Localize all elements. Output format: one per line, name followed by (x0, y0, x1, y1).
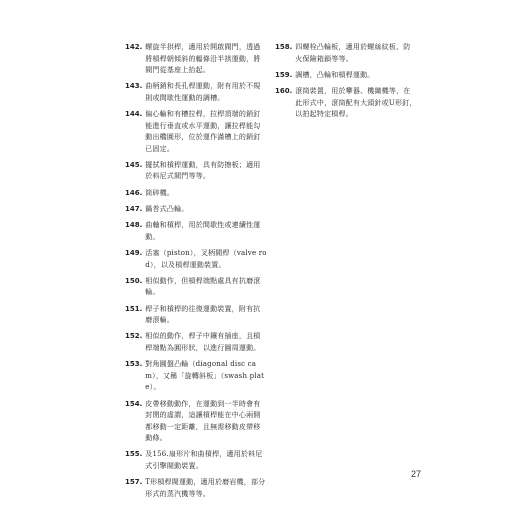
entry-text: 及156.扇形片和曲槓桿，適用於料尼式引擎閥動裝置。 (145, 450, 263, 470)
entry-text: 桿子和槓桿的往復運動裝置，附有抗磨滾輪。 (145, 304, 261, 325)
entry-number: 145. (125, 160, 143, 169)
entry-text: 筒碎機。 (145, 188, 175, 197)
entry-number: 147. (125, 204, 143, 213)
entry-159 (275, 70, 417, 82)
entry-number: 146. (125, 188, 143, 197)
entry-145 (125, 160, 267, 183)
entry-number: 155. (125, 450, 143, 459)
entry-number: 160. (275, 87, 293, 96)
entry-143 (125, 81, 267, 104)
entry-number: 152. (125, 332, 143, 341)
entry-157 (125, 477, 267, 500)
entry-number: 158. (275, 43, 293, 51)
entry-number: 142. (125, 43, 143, 51)
entry-text: 相似的動作，桿子中鑲有插座，且槓桿端點為圓形狀，以進行圓周運動。 (145, 332, 261, 352)
entry-158 (275, 42, 417, 65)
entry-152 (125, 331, 267, 354)
entry-text: 四螺栓凸輪板，適用於螺絲紋板、防火保險箱鎖等等。 (295, 43, 411, 63)
entry-text: 偏心輪和有槽拉桿，拉桿頂端的銷釘能進行垂直或水平運動，讓拉桿能勾動出橢圓形，位於運作滿槽上的銷釘已固定。 (145, 110, 261, 153)
entry-144 (125, 109, 267, 155)
entry-146 (125, 188, 267, 200)
entry-154 (125, 399, 267, 445)
entry-160 (275, 86, 417, 121)
entry-text: 曲軸和槓桿，用於間歇性或連續性運動。 (145, 221, 261, 241)
entry-147 (125, 204, 267, 216)
entry-text: 滾筒裝置，用於攀器、機織機等，在此形式中，滾筒配有大頭針或U形釘，以拍起特定槓桿。 (295, 87, 417, 119)
entry-text: 擺拭和槓桿運動，具有防擦板；適用於料尼式閥門等等。 (145, 160, 261, 181)
entry-142 (125, 42, 267, 77)
entry-number: 149. (125, 249, 143, 258)
entry-number: 150. (125, 276, 143, 285)
entry-text: 對角圓盤凸輪（diagonal disc cam），又稱「旋轉斜板」（swash plate）。 (145, 360, 265, 392)
entry-number: 143. (125, 82, 143, 91)
entry-text: T形槓桿閥運動，適用於磨岩機，部分形式的蒸汽機等等。 (145, 478, 266, 498)
entry-text: 相似動作，但槓桿端點處具有抗磨滾輪。 (145, 276, 261, 297)
entry-155 (125, 449, 267, 472)
entry-153 (125, 359, 267, 394)
entry-text: 調槽，凸輪和槓桿運動。 (295, 70, 375, 79)
left-column (125, 42, 267, 505)
entry-text: 皮帶移動動作，在運動到一半時會有封閉的虛謂，這讓槓桿能在中心兩側都移動一定距離，且無需移動皮帶移動條。 (145, 399, 261, 443)
entry-text: 螺旋半拱桿，適用於開啟閥門，透過將槓桿朝傾斜的輻條沿半拱運動，將閥門從基座上抬起。 (145, 43, 261, 74)
entry-149 (125, 248, 267, 271)
entry-number: 144. (125, 110, 143, 119)
entry-151 (125, 304, 267, 327)
entry-148 (125, 220, 267, 243)
entry-text: 鍋巻式凸輪。 (145, 204, 189, 213)
entry-number: 151. (125, 304, 143, 313)
entry-text: 曲柄銷和長孔桿運動，附有用於不規則或間歇性運動的調槽。 (145, 82, 261, 102)
entry-number: 157. (125, 478, 143, 487)
entry-150 (125, 276, 267, 299)
right-column (275, 42, 417, 125)
entry-text: 活塞（piston），叉柄閥桿（valve rod），以及槓桿運動裝置。 (145, 249, 267, 269)
entry-number: 154. (125, 399, 143, 408)
entry-number: 159. (275, 70, 293, 79)
entry-number: 148. (125, 221, 143, 230)
page-number: 27 (411, 469, 422, 479)
entry-number: 153. (125, 360, 143, 369)
